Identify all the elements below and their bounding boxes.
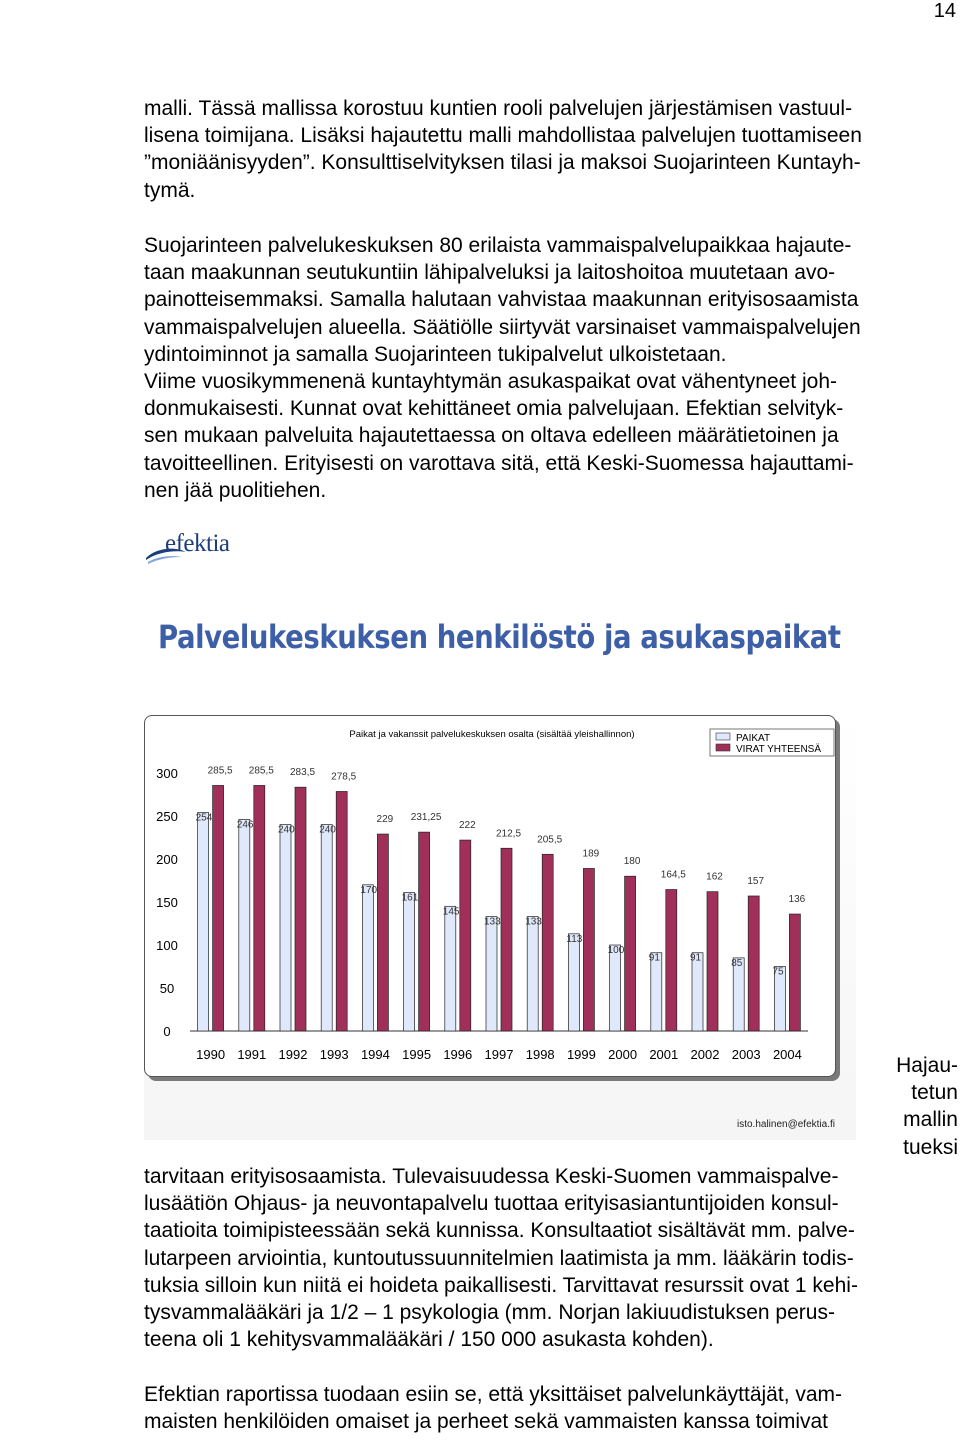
text-line: sen mukaan palveluita hajautettaessa on oltava edelleen määrätietoinen ja	[144, 424, 839, 448]
x-tick-label: 2001	[649, 1047, 679, 1062]
x-tick-label: 1991	[237, 1047, 267, 1062]
data-label: 161	[401, 892, 419, 904]
data-label: 285,5	[248, 765, 274, 777]
data-label: 283,5	[289, 767, 316, 779]
x-tick-label: 2004	[772, 1047, 802, 1062]
x-tick-label: 1998	[525, 1047, 555, 1062]
data-label: 246	[236, 819, 254, 831]
x-tick-label: 1992	[278, 1047, 308, 1062]
legend-swatch	[716, 733, 730, 740]
text-line: Suojarinteen palvelukeskuksen 80 erilaista vammaispalvelupaikkaa hajaute-	[144, 234, 852, 257]
data-label: 240	[278, 824, 295, 836]
text-line: mallin	[903, 1108, 958, 1132]
text-line: tysvammalääkäri ja 1/2 – 1 psykologia (mm. Norjan lakiuudistuksen perus-	[144, 1301, 835, 1325]
data-label: 278,5	[331, 771, 357, 783]
text-line: Efektian raportissa tuodaan esiin se, että yksittäiset palvelunkäyttäjät, vam-	[144, 1383, 843, 1406]
bar-virat	[748, 896, 759, 1031]
legend-swatch	[716, 744, 730, 751]
text-line: tueksi	[903, 1135, 958, 1159]
data-label: 91	[690, 952, 702, 964]
data-label: 222	[458, 820, 476, 832]
x-tick-label: 1996	[443, 1047, 473, 1062]
bar-virat	[666, 890, 677, 1031]
x-tick-label: 1999	[566, 1047, 596, 1062]
data-label: 133	[484, 916, 501, 928]
page-number: 14	[933, 0, 956, 22]
data-label: 205,5	[537, 834, 563, 846]
bar-paikat	[321, 825, 332, 1031]
data-label: 254	[195, 812, 213, 824]
bar-paikat	[568, 934, 579, 1031]
x-tick-label: 1990	[196, 1047, 226, 1062]
data-label: 157	[747, 875, 765, 887]
bar-paikat	[198, 813, 209, 1031]
data-label: 136	[788, 894, 806, 906]
data-label: 285,5	[207, 765, 233, 777]
bar-virat	[213, 785, 224, 1031]
paragraph-3	[144, 1163, 956, 1353]
bar-virat	[707, 892, 718, 1031]
text-line: lisena toimijana. Lisäksi hajautettu malli mahdollistaa palvelujen tuottamiseen	[144, 124, 862, 148]
x-tick-label: 1994	[360, 1047, 390, 1062]
y-tick-label: 300	[156, 766, 178, 781]
text-line: tuksia silloin kun niitä ei hoideta paikallisesti. Tarvittavat resurssit ovat 1 kehi-	[144, 1273, 858, 1297]
data-label: 180	[623, 856, 641, 868]
text-line: nen jää puolitiehen.	[144, 478, 327, 502]
bar-virat	[583, 868, 594, 1031]
bar-virat	[625, 876, 636, 1031]
x-tick-label: 1993	[319, 1047, 349, 1062]
bar-virat	[295, 787, 306, 1031]
bar-virat	[501, 848, 512, 1031]
bar-virat	[336, 791, 347, 1031]
text-line: tymä.	[144, 178, 196, 202]
legend-label: VIRAT YHTEENSÄ	[736, 744, 822, 755]
text-line: tetun	[911, 1081, 958, 1105]
bar-paikat	[362, 885, 373, 1031]
legend-label: PAIKAT	[736, 733, 771, 744]
bar-virat	[419, 832, 430, 1031]
text-line: ”moniäänisyyden”. Konsulttiselvityksen tilasi ja maksoi Suojarinteen Kuntayh-	[144, 151, 861, 175]
y-tick-label: 50	[159, 981, 175, 996]
bar-virat	[460, 840, 471, 1031]
data-label: 133	[525, 916, 542, 928]
data-label: 75	[772, 966, 784, 978]
text-line: lutarpeen arviointia, kuntoutussuunnitelmien laatimista ja mm. lääkärin todis-	[144, 1246, 854, 1270]
text-line: taan maakunnan seutukuntiin lähipalveluksi ja laitoshoitoa muutetaan avo-	[144, 261, 836, 285]
y-tick-label: 100	[156, 938, 178, 953]
data-label: 162	[706, 871, 723, 883]
text-line: vammaispalvelujen alueella. Säätiölle siirtyvät varsinaiset vammaispalvelujen	[144, 315, 861, 339]
logo-text: efektia	[165, 530, 230, 557]
y-tick-label: 250	[156, 809, 178, 824]
data-label: 212,5	[495, 828, 522, 840]
slide-title: Palvelukeskuksen henkilöstö ja asukaspaikat	[158, 618, 841, 656]
text-line: donmukaisesti. Kunnat ovat kehittäneet omia palvelujaan. Efektian selvityk-	[144, 397, 844, 421]
text-line: tarvitaan erityisosaamista. Tulevaisuudessa Keski-Suomen vammaispalve-	[144, 1165, 839, 1188]
y-tick-label: 200	[156, 852, 178, 867]
y-tick-label: 150	[156, 895, 178, 910]
data-label: 164,5	[660, 869, 686, 881]
text-line: Hajau-	[896, 1054, 958, 1077]
data-label: 240	[319, 824, 336, 836]
bar-paikat	[527, 917, 538, 1031]
y-tick-label: 0	[163, 1024, 171, 1039]
credit-email: isto.halinen@efektia.fi	[737, 1119, 835, 1130]
data-label: 189	[582, 848, 600, 860]
data-label: 229	[376, 814, 394, 826]
data-label: 100	[607, 945, 625, 956]
bar-virat	[542, 854, 553, 1031]
bar-paikat	[445, 906, 456, 1031]
bar-paikat	[239, 819, 250, 1031]
bar-paikat	[486, 917, 497, 1031]
text-line: maisten henkilöiden omaiset ja perheet sekä vammaisten kanssa toimivat	[144, 1410, 829, 1434]
text-line: malli. Tässä mallissa korostuu kuntien rooli palvelujen järjestämisen vastuul-	[144, 97, 853, 120]
bar-paikat	[648, 952, 662, 1031]
text-line: taatioita toimipisteessään sekä kunnissa. Konsultaatiot sisältävät mm. palve-	[144, 1219, 855, 1243]
text-line: lusäätiön Ohjaus- ja neuvontapalvelu tuottaa erityisasiantuntijoiden konsul-	[144, 1192, 839, 1216]
data-label: 91	[648, 952, 660, 964]
chart-title: Paikat ja vakanssit palvelukeskuksen osalta (sisältää yleishallinnon)	[349, 729, 635, 740]
data-label: 231,25	[410, 812, 442, 824]
x-tick-label: 1995	[402, 1047, 432, 1062]
data-label: 145	[442, 906, 460, 918]
x-tick-label: 2002	[690, 1047, 720, 1062]
paragraph-4	[144, 1381, 956, 1435]
x-tick-label: 2003	[731, 1047, 761, 1062]
data-label: 170	[360, 884, 378, 896]
data-label: 85	[731, 957, 743, 969]
bar-paikat	[692, 953, 703, 1031]
bar-paikat	[280, 825, 291, 1031]
bar-virat	[377, 834, 388, 1031]
data-label: 113	[566, 933, 583, 945]
bar-paikat	[404, 893, 415, 1031]
side-text	[860, 1052, 958, 1161]
text-line: teena oli 1 kehitysvammalääkäri / 150 000 asukasta kohden).	[144, 1328, 714, 1352]
text-line: Viime vuosikymmenenä kuntayhtymän asukaspaikat ovat vähentyneet joh-	[144, 370, 837, 394]
x-tick-label: 1997	[484, 1047, 514, 1062]
text-line: ydintoiminnot ja samalla Suojarinteen tukipalvelut ulkoistetaan.	[144, 342, 727, 366]
bar-virat	[254, 785, 265, 1031]
x-tick-label: 2000	[608, 1047, 638, 1062]
text-line: tavoitteellinen. Erityisesti on varottava sitä, että Keski-Suomessa hajauttami-	[144, 451, 854, 475]
bar-virat	[789, 914, 800, 1031]
bar-paikat	[610, 945, 621, 1031]
text-line: painotteisemmaksi. Samalla halutaan vahvistaa maakunnan erityisosaamista	[144, 288, 859, 312]
